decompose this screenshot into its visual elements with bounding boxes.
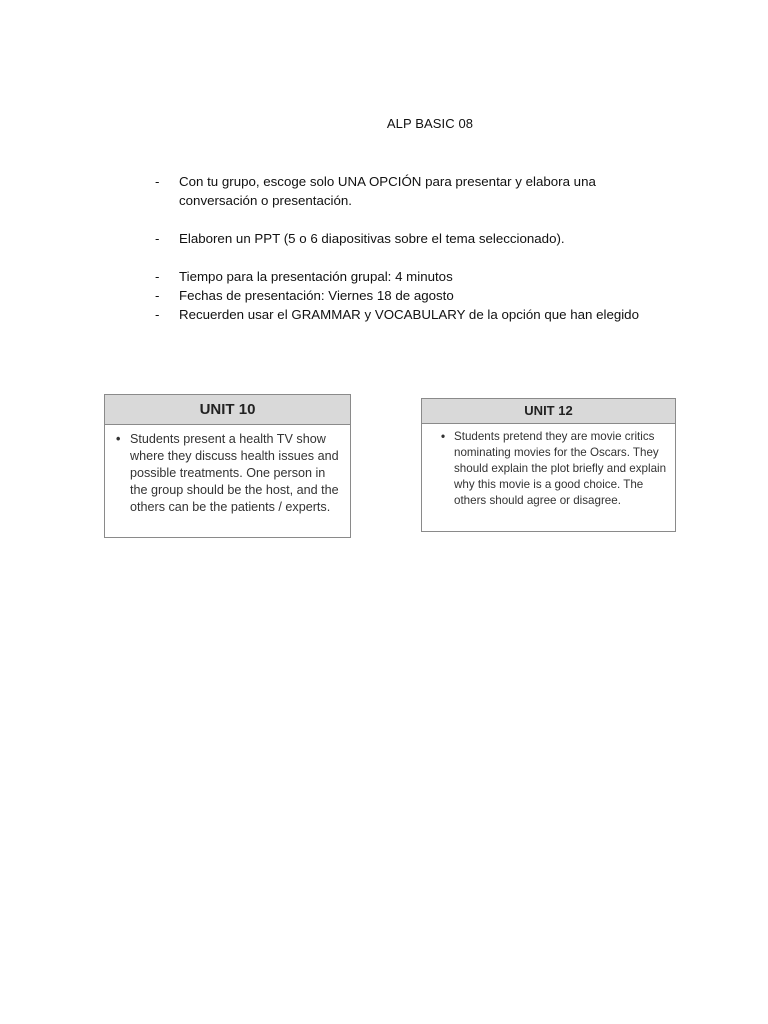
instruction-item xyxy=(155,267,675,286)
instruction-text: Recuerden usar el GRAMMAR y VOCABULARY de la opción que han elegido xyxy=(179,307,639,322)
instruction-list xyxy=(155,172,675,324)
instruction-text: Tiempo para la presentación grupal: 4 minutos xyxy=(179,269,453,284)
instruction-item xyxy=(155,172,675,210)
list-dash: - xyxy=(155,269,160,284)
bullet-icon: • xyxy=(441,430,446,443)
document-title: ALP BASIC 08 xyxy=(386,116,474,131)
unit-10-card xyxy=(104,394,351,538)
instruction-text: Fechas de presentación: Viernes 18 de agosto xyxy=(179,288,454,303)
list-dash: - xyxy=(155,231,160,246)
unit-text: Students present a health TV show where they discuss health issues and possible treatments. One person in the group should be the host, and the others can be the patients / experts. xyxy=(130,432,339,514)
instruction-text: Elaboren un PPT (5 o 6 diapositivas sobre el tema seleccionado). xyxy=(179,231,565,246)
unit-text: Students pretend they are movie critics nominating movies for the Oscars. They should explain the plot briefly and explain why this movie is a good choice. The others should agree or disagree. xyxy=(454,430,667,507)
unit-description xyxy=(105,425,350,516)
bullet-icon: • xyxy=(116,432,121,446)
instruction-text: Con tu grupo, escoge solo UNA OPCIÓN para presentar y elabora una conversación o presentación. xyxy=(179,174,596,208)
instruction-item xyxy=(155,229,675,248)
instruction-item xyxy=(155,305,675,324)
unit-heading: UNIT 10 xyxy=(105,395,350,425)
list-dash: - xyxy=(155,288,160,303)
unit-12-card xyxy=(421,398,676,532)
unit-description xyxy=(422,424,675,509)
instruction-item xyxy=(155,286,675,305)
list-dash: - xyxy=(155,307,160,322)
unit-heading: UNIT 12 xyxy=(422,399,675,424)
list-dash: - xyxy=(155,174,160,189)
